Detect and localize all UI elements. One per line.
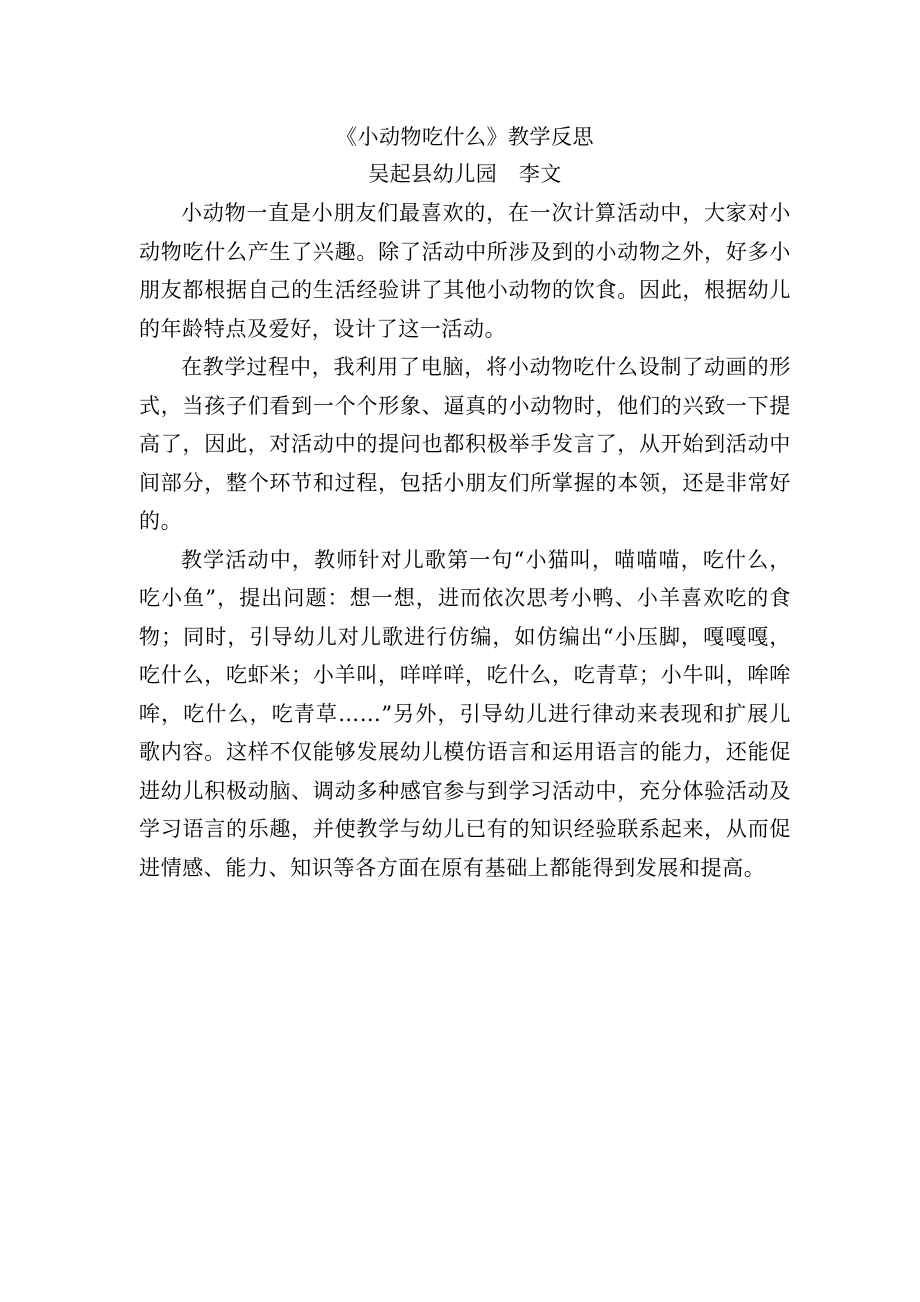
paragraph-3: 教学活动中，教师针对儿歌第一句“小猫叫，喵喵喵，吃什么，吃小鱼”，提出问题：想一想，进而依次思考小鸭、小羊喜欢吃的食物；同时，引导幼儿对儿歌进行仿编，如仿编出“小压脚，嘎嘎嘎，吃什么，吃虾米；小羊叫，咩咩咩，吃什么，吃青草；小牛叫，哞哞哞，吃什么，吃青草……”另外，引导幼儿进行律动来表现和扩展儿歌内容。这样不仅能够发展幼儿模仿语言和运用语言的能力，还能促进幼儿积极动脑、调动多种感官参与到学习活动中，充分体验活动及学习语言的乐趣，并使教学与幼儿已有的知识经验联系起来，从而促进情感、能力、知识等各方面在原有基础上都能得到发展和提高。 bbox=[139, 547, 791, 880]
document-author: 吴起县幼儿园 李文 bbox=[368, 162, 562, 186]
document-title: 《小动物吃什么》教学反思 bbox=[336, 125, 594, 149]
paragraph-1: 小动物一直是小朋友们最喜欢的，在一次计算活动中，大家对小动物吃什么产生了兴趣。除了活动中所涉及到的小动物之外，好多小朋友都根据自己的生活经验讲了其他小动物的饮食。因此，根据幼儿的年龄特点及爱好，设计了这一活动。 bbox=[139, 201, 791, 341]
paragraph-2: 在教学过程中，我利用了电脑，将小动物吃什么设制了动画的形式，当孩子们看到一个个形象、逼真的小动物时，他们的兴致一下提高了，因此，对活动中的提问也都积极举手发言了，从开始到活动中间部分，整个环节和过程，包括小朋友们所掌握的本领，还是非常好的。 bbox=[139, 355, 791, 533]
document-body bbox=[139, 119, 791, 887]
